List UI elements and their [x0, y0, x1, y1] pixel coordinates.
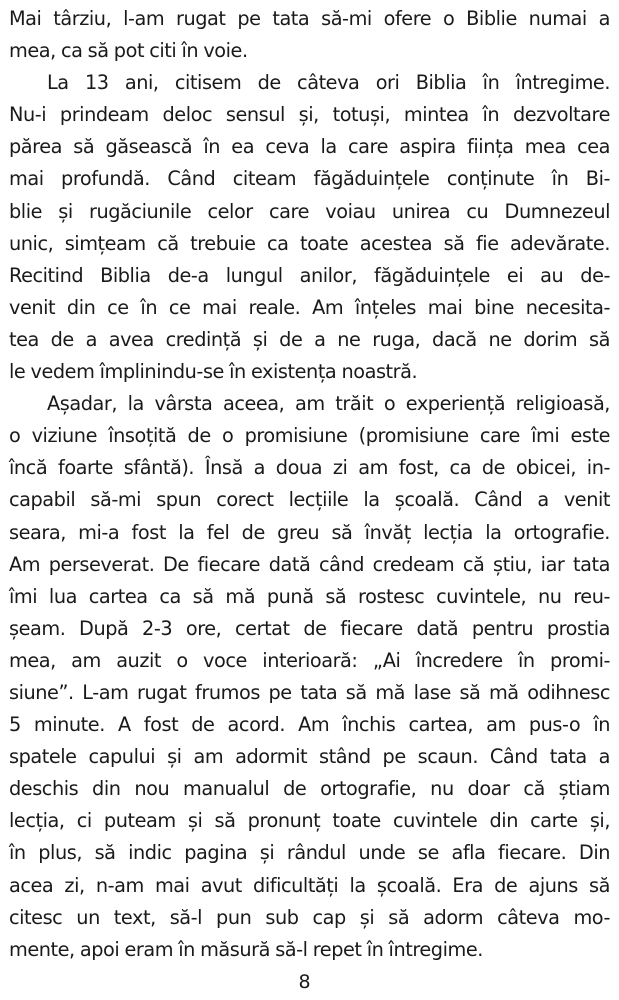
- text-line: Recitind Biblia de-a lungul anilor, făgăduințele ei au de-: [9, 263, 610, 287]
- text-line: acea zi, n-am mai avut dificultăți la școală. Era de ajuns să: [9, 873, 610, 897]
- text-line: Mai târziu, l-am rugat pe tata să-mi ofere o Biblie numai a: [9, 7, 610, 30]
- text-line: părea să găsească în ea ceva la care aspira ființa mea cea: [9, 135, 610, 159]
- text-line: Am perseverat. De fiecare dată când credeam că știu, iar tata: [9, 552, 610, 576]
- text-line: mea, am auzit o voce interioară: „Ai încredere în promi-: [9, 648, 610, 672]
- text-line: venit din ce în ce mai reale. Am înțeles mai bine necesita-: [9, 295, 610, 319]
- text-line: în plus, să indic pagina și rândul unde se afla fiecare. Din: [9, 841, 610, 865]
- text-line: La 13 ani, citisem de câteva ori Biblia în întregime.: [47, 71, 610, 95]
- text-line: seara, mi-a fost la fel de greu să învăț lecția la ortografie.: [9, 520, 610, 544]
- paragraph: [9, 3, 610, 67]
- text-line: unic, simțeam că trebuie ca toate acestea să fie adevărate.: [9, 231, 610, 255]
- text-line: Nu-i prindeam deloc sensul și, totuși, mintea în dezvoltare: [9, 103, 610, 127]
- text-line: lecția, ci puteam și să pronunț toate cuvintele din carte și,: [9, 809, 610, 833]
- text-line: îmi lua cartea ca să mă pună să rostesc cuvintele, nu reu-: [9, 584, 610, 608]
- text-line: capabil să-mi spun corect lecțiile la școală. Când a venit: [9, 488, 610, 512]
- text-line: mai profundă. Când citeam făgăduințele conținute în Bi-: [9, 167, 610, 191]
- paragraph: [9, 388, 610, 966]
- text-line: le vedem împlinindu-se în existența noastră.: [9, 360, 418, 384]
- page-body: [9, 3, 610, 966]
- text-line: încă foarte sfântă). Însă a doua zi am fost, ca de obicei, in-: [9, 456, 610, 480]
- page-number: 8: [298, 971, 311, 993]
- text-line: spatele capului și am adormit stând pe scaun. Când tata a: [9, 745, 610, 769]
- text-line: blie și rugăciunile celor care voiau unirea cu Dumnezeul: [9, 199, 610, 223]
- text-line: mea, ca să pot citi în voie.: [9, 39, 248, 63]
- text-line: citesc un text, să-l pun sub cap și să adorm câteva mo-: [9, 905, 610, 929]
- text-line: mente, apoi eram în măsură să-l repet în întregime.: [9, 937, 483, 961]
- paragraph: [9, 67, 610, 388]
- text-line: o viziune însoțită de o promisiune (promisiune care îmi este: [9, 424, 610, 448]
- text-line: siune”. L-am rugat frumos pe tata să mă lase să mă odihnesc: [9, 680, 610, 704]
- text-line: Așadar, la vârsta aceea, am trăit o experiență religioasă,: [47, 392, 610, 416]
- text-line: deschis din nou manualul de ortografie, nu doar că știam: [9, 777, 610, 801]
- text-line: tea de a avea credință și de a ne ruga, dacă ne dorim să: [9, 327, 610, 351]
- text-line: șeam. După 2-3 ore, certat de fiecare dată pentru prostia: [9, 616, 610, 640]
- text-line: 5 minute. A fost de acord. Am închis cartea, am pus-o în: [9, 713, 610, 737]
